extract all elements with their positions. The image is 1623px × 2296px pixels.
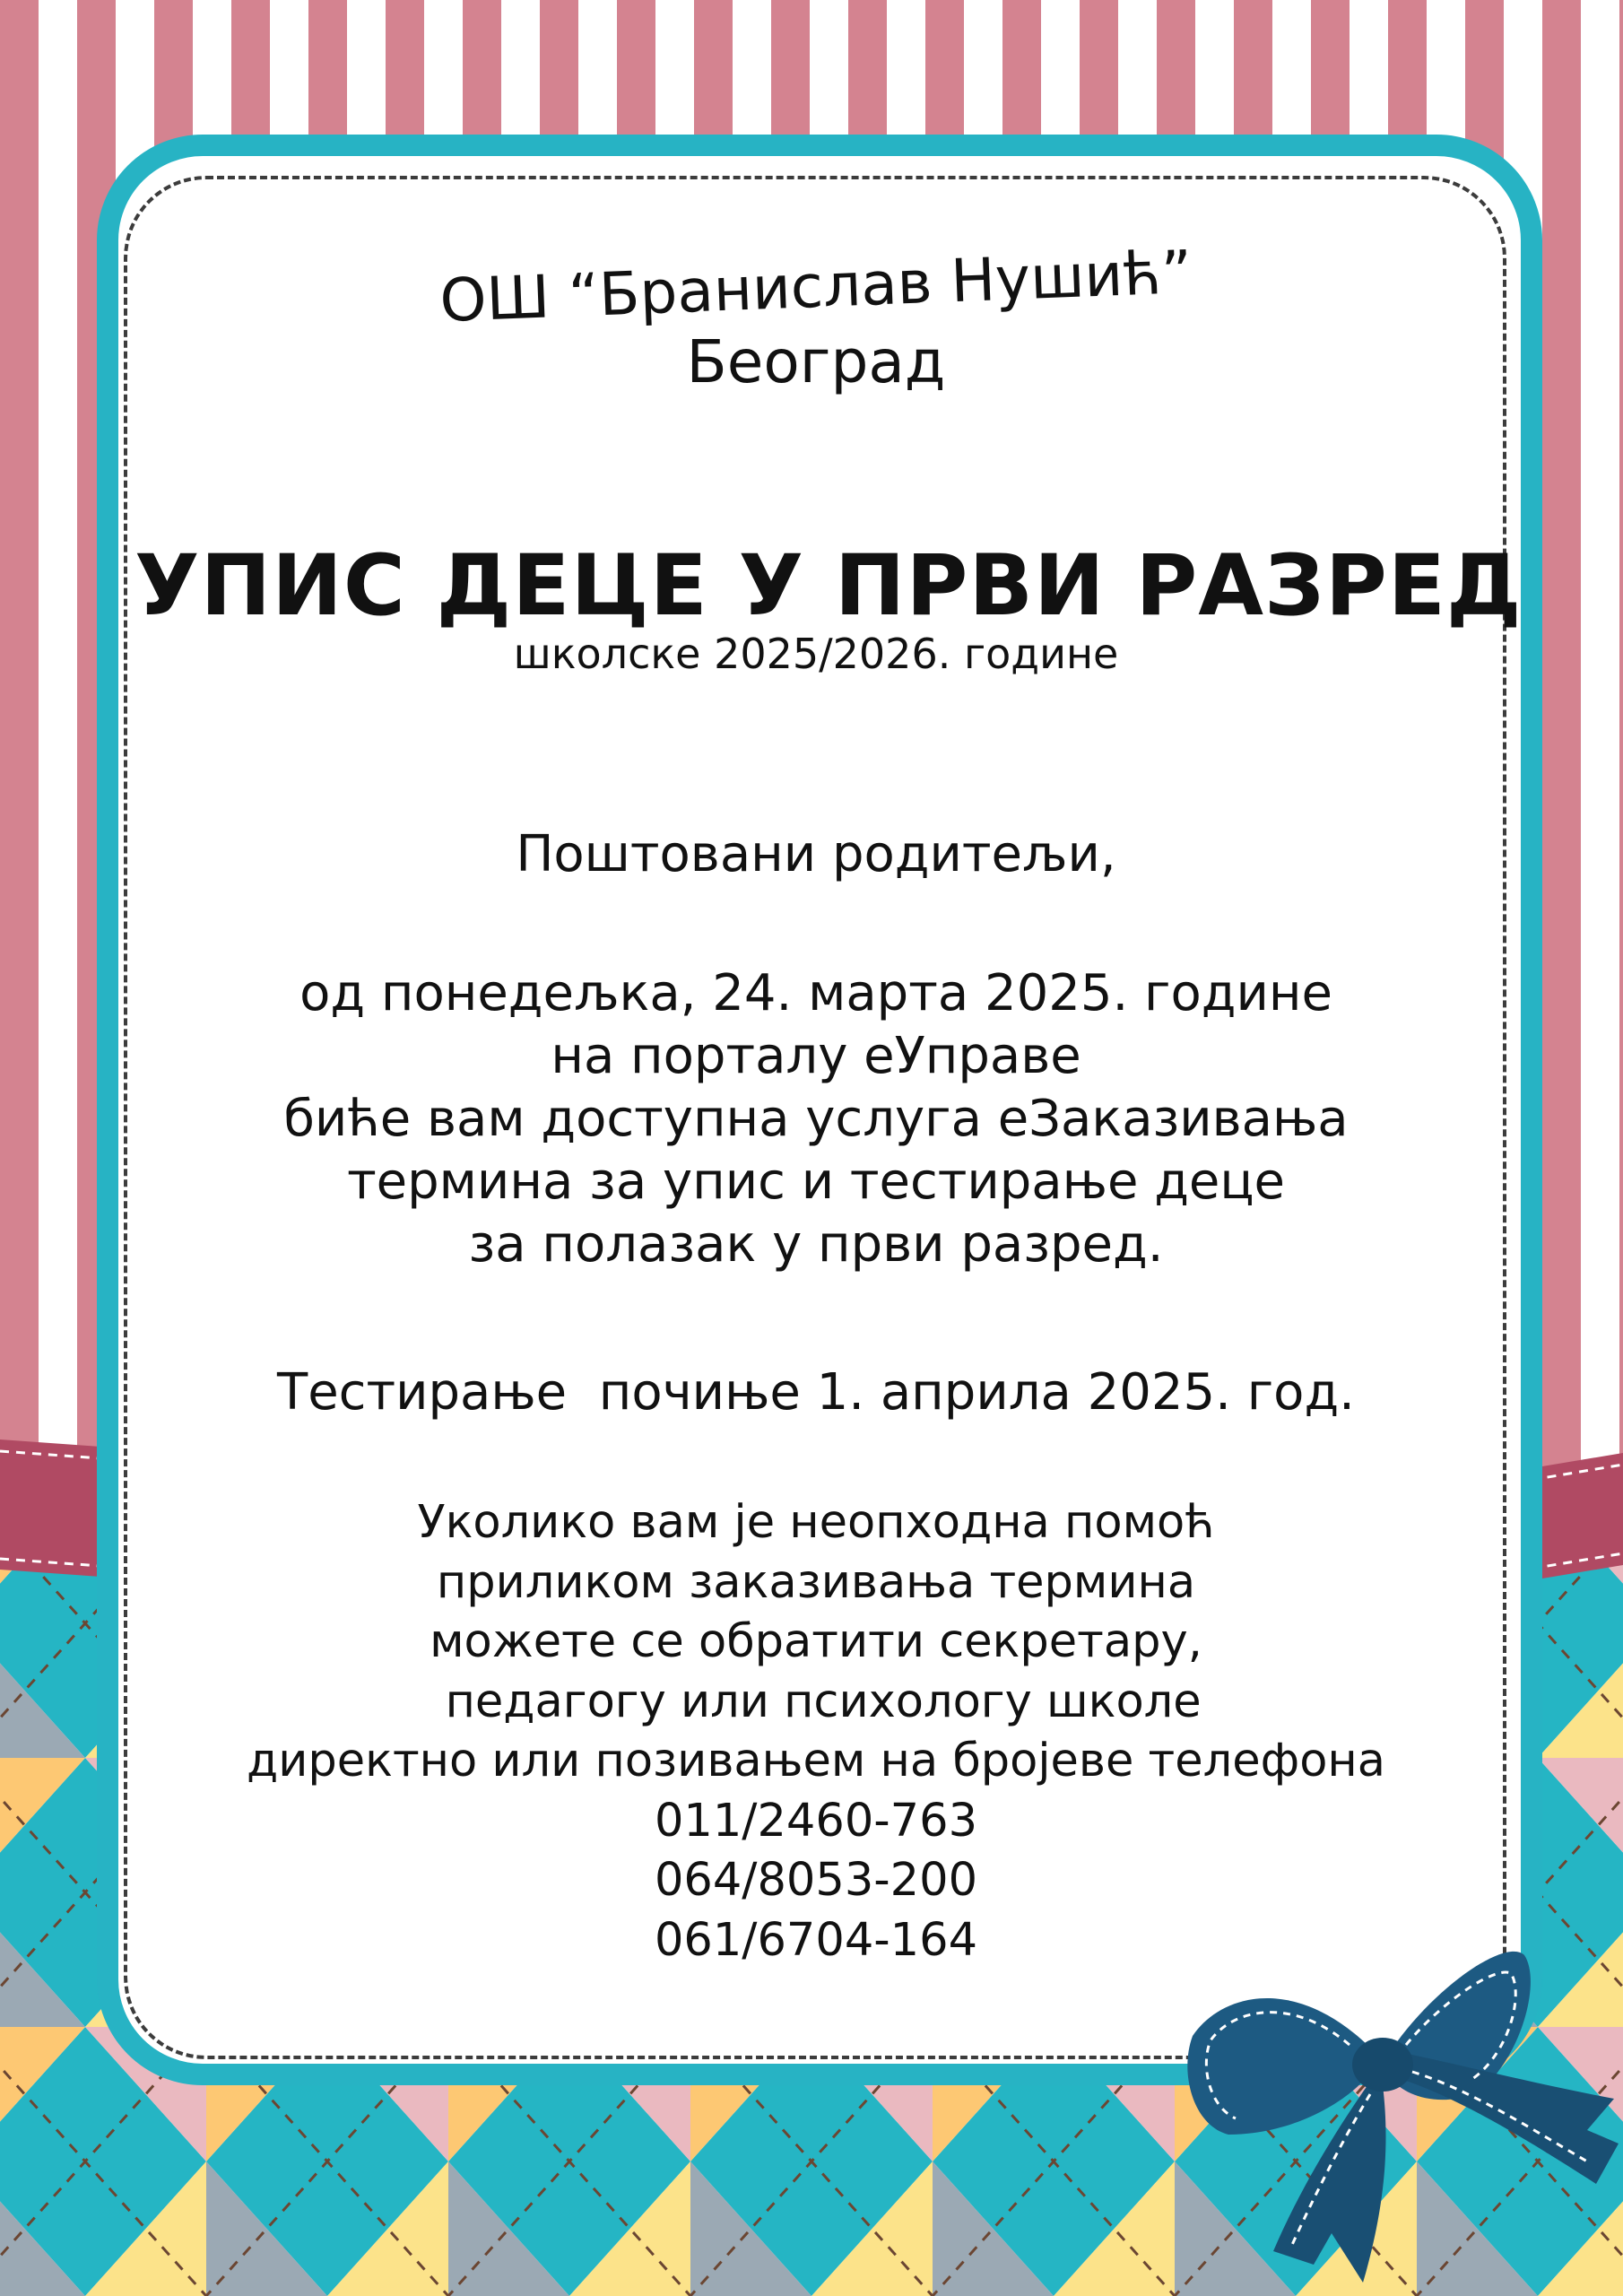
greeting-text: Поштовани родитељи,: [516, 825, 1116, 883]
announcement-text: [135, 962, 1497, 1276]
help-line: Уколико вам је неопходна помоћ: [417, 1496, 1215, 1549]
phone-number: 011/2460-763: [654, 1794, 978, 1848]
school-header: [135, 237, 1497, 400]
school-year: школске 2025/2026. године: [513, 630, 1119, 678]
announcement-line: за полазак у први разред.: [468, 1215, 1164, 1274]
phone-number: 064/8053-200: [654, 1854, 978, 1907]
greeting: [135, 823, 1497, 886]
title-block: [135, 536, 1523, 678]
school-city: Београд: [686, 327, 946, 396]
testing-notice: [135, 1361, 1497, 1424]
announcement-line: на порталу еУправе: [551, 1027, 1081, 1085]
announcement-line: термина за упис и тестирање деце: [347, 1152, 1285, 1211]
help-line: директно или позивањем на бројеве телефона: [246, 1735, 1386, 1787]
school-name: ОШ “Бранислав Нушић”: [438, 237, 1193, 336]
announcement-line: од понедељка, 24. марта 2025. године: [299, 964, 1332, 1022]
help-line: можете се обратити секретару,: [430, 1615, 1202, 1668]
page-title: УПИС ДЕЦЕ У ПРВИ РАЗРЕД: [135, 537, 1523, 635]
help-line: приликом заказивања термина: [436, 1555, 1196, 1609]
testing-text: Тестирање почиње 1. априла 2025. год.: [277, 1363, 1355, 1422]
help-line: педагогу или психологу школе: [430, 1674, 1202, 1728]
phone-number: 061/6704-164: [654, 1913, 978, 1967]
help-section: [135, 1493, 1497, 1970]
announcement-line: биће вам доступна услуга еЗаказивања: [283, 1090, 1349, 1148]
bow-icon: [1166, 1919, 1623, 2296]
